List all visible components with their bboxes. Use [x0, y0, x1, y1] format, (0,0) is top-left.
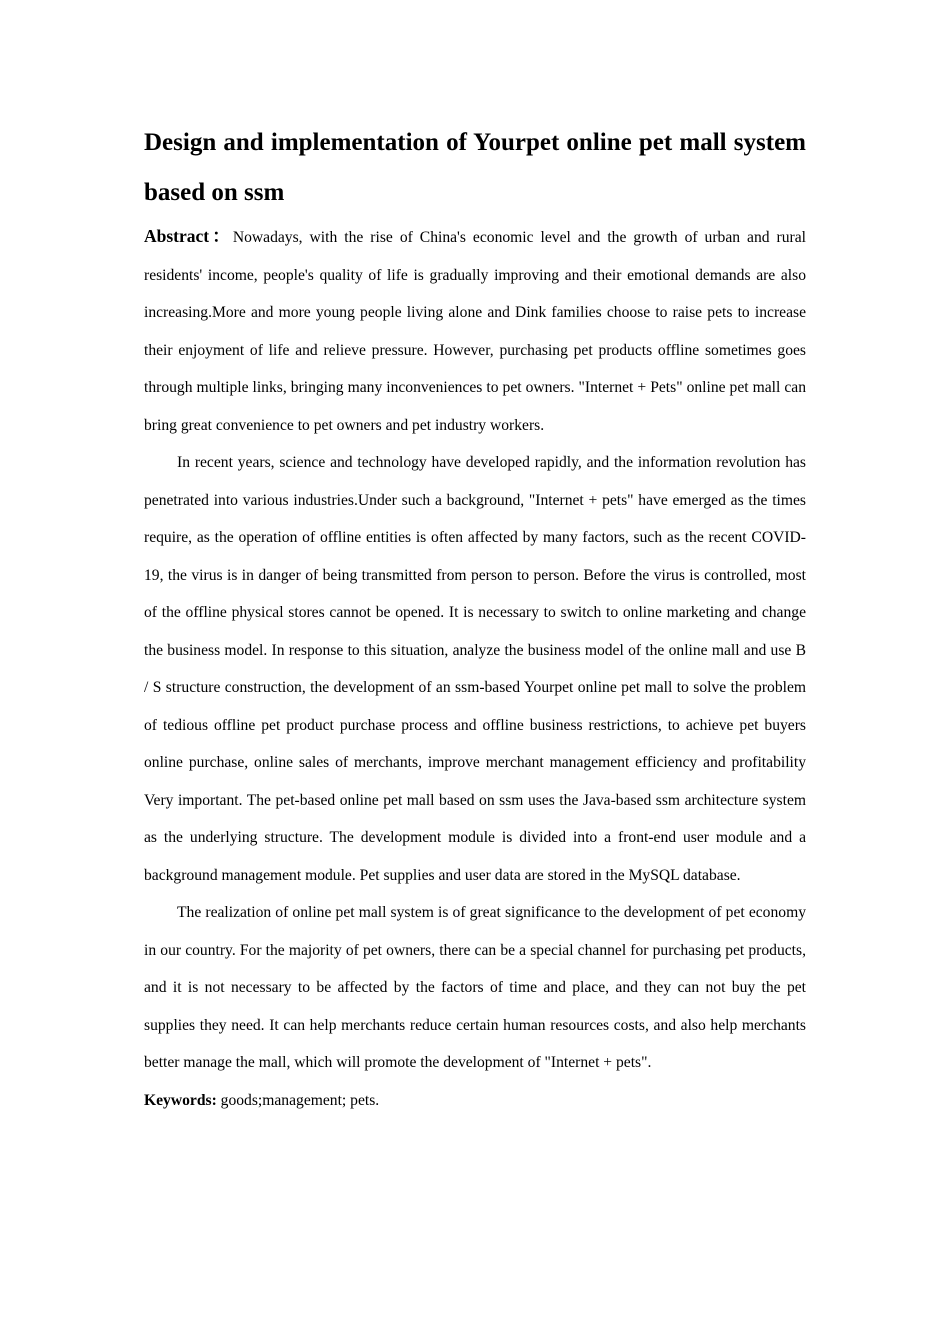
body-paragraph-2: The realization of online pet mall system is of great significance to the development of pet economy in our country. For the majority of pet owners, there can be a special channel for purchasing pet products, and it is not necessary to be affected by the factors of time and place, and they can not buy the pet supplies they need. It can help merchants reduce certain human resources costs, and also help merchants better manage the mall, which will promote the development of "Internet + pets".	[144, 904, 806, 1071]
keywords-label: Keywords:	[144, 1091, 217, 1109]
abstract-paragraph	[144, 218, 806, 444]
body-paragraph-1: In recent years, science and technology have developed rapidly, and the information revolution has penetrated into various industries.Under such a background, "Internet + pets" have emerged as the times require, as the operation of offline entities is often affected by many factors, such as the recent COVID-19, the virus is in danger of being transmitted from person to person. Before the virus is controlled, most of the offline physical stores cannot be opened. It is necessary to switch to online marketing and change the business model. In response to this situation, analyze the business model of the online mall and use B / S structure construction, the development of an ssm-based Yourpet online pet mall to solve the problem of tedious offline pet product purchase process and offline business restrictions, to achieve pet buyers online purchase, online sales of merchants, improve merchant management efficiency and profitability Very important. The pet-based online pet mall based on ssm uses the Java-based ssm architecture system as the underlying structure. The development module is divided into a front-end user module and a background management module. Pet supplies and user data are stored in the MySQL database.	[144, 454, 806, 884]
keywords-line	[144, 1082, 806, 1120]
keywords-text: goods;management; pets.	[216, 1091, 380, 1109]
paper-page	[144, 118, 806, 1119]
abstract-text: Nowadays, with the rise of China's economic level and the growth of urban and rural residents' income, people's quality of life is gradually improving and their emotional demands are also increasing.More and more young people living alone and Dink families choose to raise pets to increase their enjoyment of life and relieve pressure. However, purchasing pet products offline sometimes goes through multiple links, bringing many inconveniences to pet owners. "Internet + Pets" online pet mall can bring great convenience to pet owners and pet industry workers.	[144, 229, 806, 434]
abstract-label: Abstract：	[144, 226, 233, 246]
paper-title: Design and implementation of Yourpet online pet mall system based on ssm	[144, 129, 806, 206]
